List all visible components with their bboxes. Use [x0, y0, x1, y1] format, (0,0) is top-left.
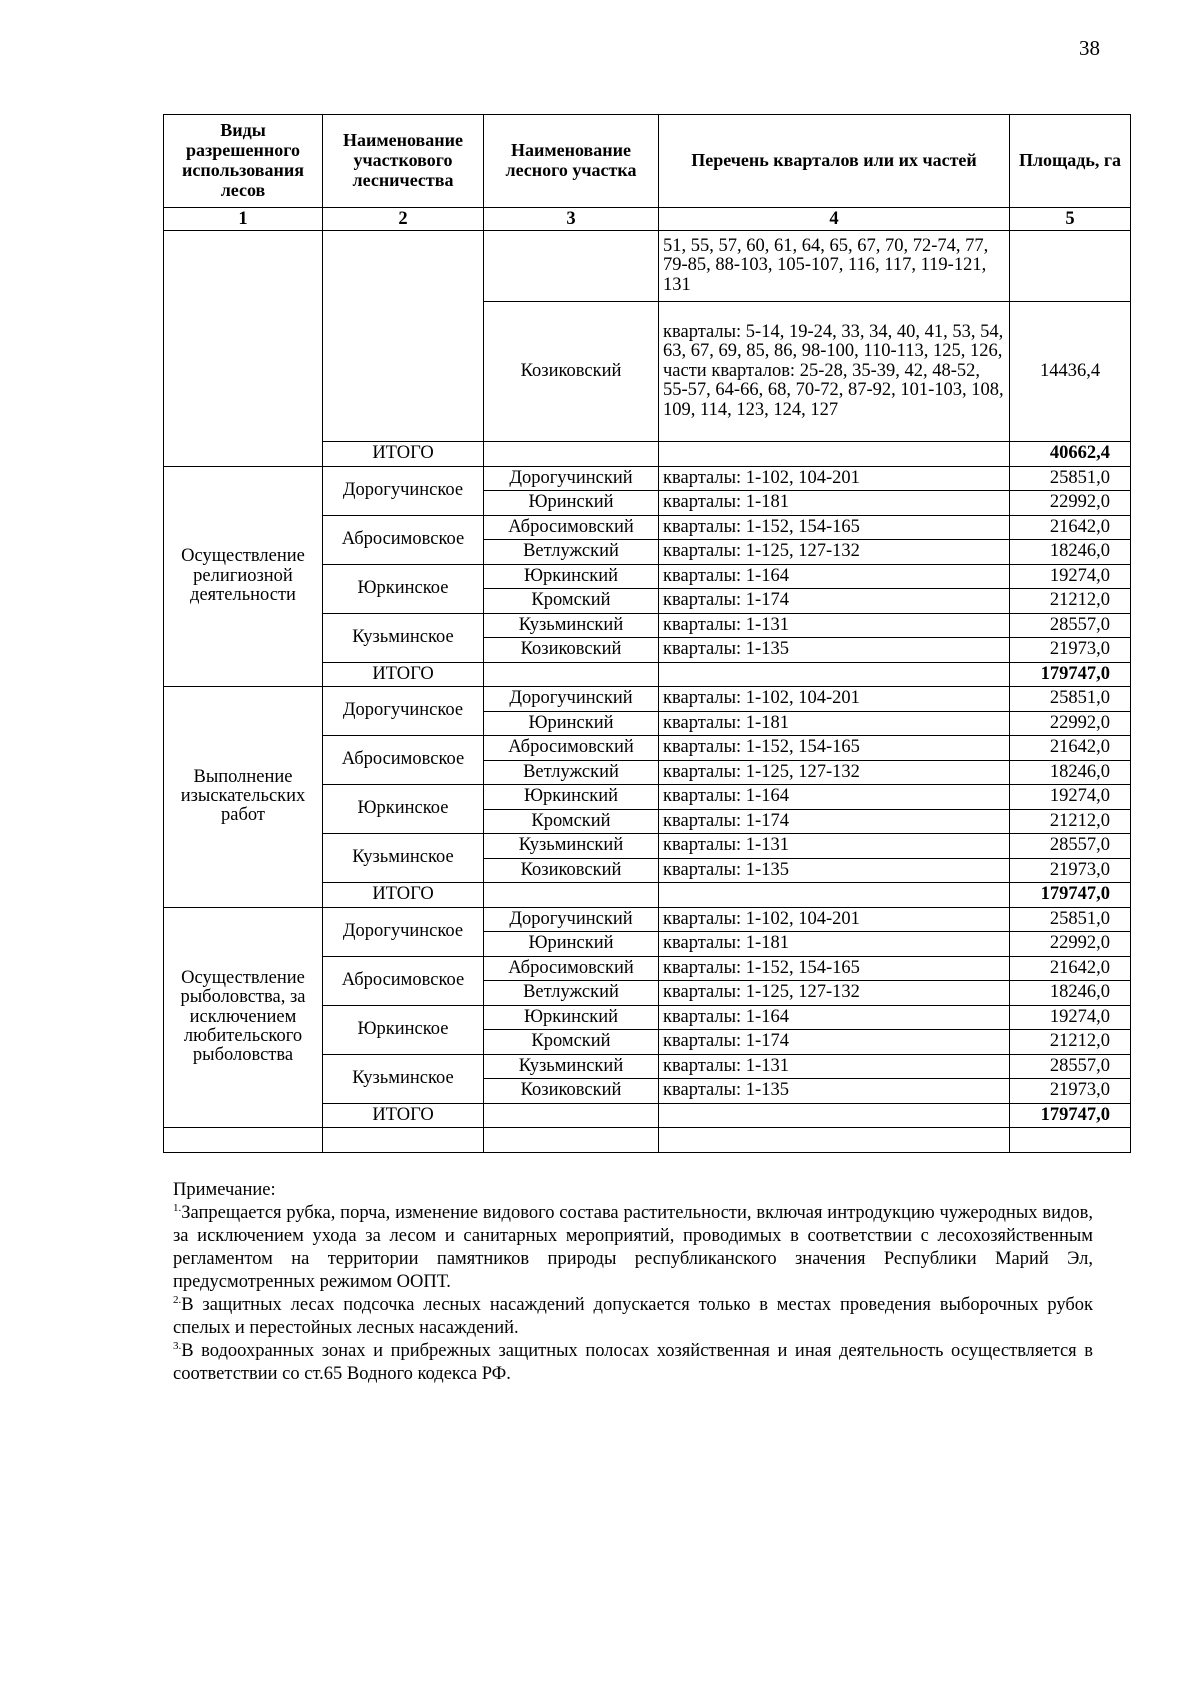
plot-cell: Козиковский	[484, 1079, 659, 1104]
plot-cell: Юркинский	[484, 1005, 659, 1030]
note-item	[173, 1202, 1093, 1294]
district-cell: Юркинское	[323, 564, 484, 613]
note-item	[173, 1340, 1093, 1386]
area-cell: 19274,0	[1010, 1005, 1131, 1030]
total-value: 179747,0	[1010, 883, 1131, 908]
plot-cell: Кузьминский	[484, 613, 659, 638]
notes	[173, 1179, 1093, 1386]
area-cell	[1010, 231, 1131, 302]
area-cell: 28557,0	[1010, 1054, 1131, 1079]
district-cell: Абросимовское	[323, 956, 484, 1005]
empty-cell	[659, 662, 1010, 687]
empty-row	[164, 1128, 1131, 1153]
plot-cell: Ветлужский	[484, 760, 659, 785]
district-cell: Юркинское	[323, 1005, 484, 1054]
table-row	[164, 466, 1131, 491]
quarters-cell: кварталы: 1-152, 154-165	[659, 956, 1010, 981]
area-cell: 21212,0	[1010, 589, 1131, 614]
area-cell: 21212,0	[1010, 809, 1131, 834]
area-cell: 21642,0	[1010, 736, 1131, 761]
district-cell: Абросимовское	[323, 515, 484, 564]
quarters-cell: кварталы: 1-152, 154-165	[659, 515, 1010, 540]
quarters-cell: кварталы: 1-135	[659, 858, 1010, 883]
empty-cell	[659, 442, 1010, 467]
plot-cell: Козиковский	[484, 638, 659, 663]
district-cell: Кузьминское	[323, 613, 484, 662]
area-cell: 14436,4	[1010, 302, 1131, 442]
district-cell: Дорогучинское	[323, 687, 484, 736]
empty-cell	[659, 1128, 1010, 1153]
header-cell: Наименование участкового лесничества	[323, 115, 484, 208]
use-type-cell: Осуществление рыболовства, за исключением любительского рыболовства	[164, 907, 323, 1128]
quarters-cell: кварталы: 1-181	[659, 711, 1010, 736]
quarters-cell: кварталы: 1-125, 127-132	[659, 981, 1010, 1006]
quarters-cell: кварталы: 1-135	[659, 638, 1010, 663]
table-row	[164, 687, 1131, 712]
note-mark: 2.	[173, 1293, 182, 1306]
page-number: 38	[1079, 36, 1100, 60]
total-label: ИТОГО	[323, 662, 484, 687]
plot-cell: Козиковский	[484, 858, 659, 883]
quarters-cell: кварталы: 1-164	[659, 1005, 1010, 1030]
area-cell: 25851,0	[1010, 466, 1131, 491]
area-cell: 18246,0	[1010, 540, 1131, 565]
plot-cell	[484, 231, 659, 302]
area-cell: 18246,0	[1010, 981, 1131, 1006]
quarters-cell: кварталы: 1-181	[659, 932, 1010, 957]
quarters-cell: кварталы: 1-131	[659, 1054, 1010, 1079]
header-cell: Перечень кварталов или их частей	[659, 115, 1010, 208]
quarters-cell: кварталы: 1-135	[659, 1079, 1010, 1104]
quarters-cell: кварталы: 1-174	[659, 589, 1010, 614]
quarters-cell: кварталы: 1-164	[659, 785, 1010, 810]
area-cell: 21973,0	[1010, 1079, 1131, 1104]
plot-cell: Юркинский	[484, 564, 659, 589]
note-mark: 3.	[173, 1339, 182, 1352]
column-number: 4	[659, 208, 1010, 231]
plot-cell: Козиковский	[484, 302, 659, 442]
plot-cell: Абросимовский	[484, 956, 659, 981]
empty-cell	[484, 1103, 659, 1128]
area-cell: 22992,0	[1010, 491, 1131, 516]
total-value: 179747,0	[1010, 1103, 1131, 1128]
quarters-cell: кварталы: 1-152, 154-165	[659, 736, 1010, 761]
note-text: В защитных лесах подсочка лесных насаждений допускается только в местах проведения выборочных рубок спелых и перестойных лесных насаждений.	[173, 1295, 1093, 1338]
quarters-cell: кварталы: 1-125, 127-132	[659, 760, 1010, 785]
plot-cell: Дорогучинский	[484, 466, 659, 491]
header-cell: Площадь, га	[1010, 115, 1131, 208]
area-cell: 22992,0	[1010, 711, 1131, 736]
plot-cell: Абросимовский	[484, 736, 659, 761]
district-cell	[323, 231, 484, 442]
note-item	[173, 1294, 1093, 1340]
column-number: 2	[323, 208, 484, 231]
plot-cell: Юркинский	[484, 785, 659, 810]
notes-title: Примечание:	[173, 1180, 276, 1200]
total-label: ИТОГО	[323, 1103, 484, 1128]
empty-cell	[484, 883, 659, 908]
use-type-cell: Осуществление религиозной деятельности	[164, 466, 323, 687]
note-text: Запрещается рубка, порча, изменение видового состава растительности, включая интродукцию чужеродных видов, за исключением ухода за лесом и санитарных мероприятий, проводимых в соответствии с лесохозяйственным регламентом на территории памятников природы республиканского значения Республики Марий Эл, предусмотренных режимом ООПТ.	[173, 1203, 1093, 1292]
column-number-row	[164, 208, 1131, 231]
plot-cell: Юринский	[484, 932, 659, 957]
plot-cell: Кромский	[484, 589, 659, 614]
district-cell: Юркинское	[323, 785, 484, 834]
forest-use-table	[163, 114, 1131, 1153]
district-cell: Абросимовское	[323, 736, 484, 785]
district-cell: Кузьминское	[323, 1054, 484, 1103]
column-number: 5	[1010, 208, 1131, 231]
quarters-cell: 51, 55, 57, 60, 61, 64, 65, 67, 70, 72-74, 77, 79-85, 88-103, 105-107, 116, 117, 119-121, 131	[659, 231, 1010, 302]
empty-cell	[484, 442, 659, 467]
area-cell: 25851,0	[1010, 687, 1131, 712]
table-header-row	[164, 115, 1131, 208]
total-value: 179747,0	[1010, 662, 1131, 687]
plot-cell: Дорогучинский	[484, 907, 659, 932]
plot-cell: Абросимовский	[484, 515, 659, 540]
plot-cell: Кромский	[484, 809, 659, 834]
area-cell: 21212,0	[1010, 1030, 1131, 1055]
district-cell: Кузьминское	[323, 834, 484, 883]
area-cell: 22992,0	[1010, 932, 1131, 957]
header-cell: Виды разрешенного использования лесов	[164, 115, 323, 208]
plot-cell: Юринский	[484, 711, 659, 736]
quarters-cell: кварталы: 1-102, 104-201	[659, 907, 1010, 932]
area-cell: 18246,0	[1010, 760, 1131, 785]
empty-cell	[659, 1103, 1010, 1128]
area-cell: 21973,0	[1010, 638, 1131, 663]
table-row	[164, 907, 1131, 932]
quarters-cell: кварталы: 1-102, 104-201	[659, 687, 1010, 712]
table-row	[164, 231, 1131, 302]
empty-cell	[164, 1128, 323, 1153]
area-cell: 21973,0	[1010, 858, 1131, 883]
empty-cell	[1010, 1128, 1131, 1153]
note-text: В водоохранных зонах и прибрежных защитных полосах хозяйственная и иная деятельность осуществляется в соответствии со ст.65 Водного кодекса РФ.	[173, 1341, 1093, 1384]
plot-cell: Ветлужский	[484, 540, 659, 565]
empty-cell	[484, 662, 659, 687]
total-value: 40662,4	[1010, 442, 1131, 467]
plot-cell: Ветлужский	[484, 981, 659, 1006]
empty-cell	[659, 883, 1010, 908]
quarters-cell: кварталы: 1-131	[659, 834, 1010, 859]
area-cell: 19274,0	[1010, 564, 1131, 589]
use-type-cell: Выполнение изыскательских работ	[164, 687, 323, 908]
empty-cell	[323, 1128, 484, 1153]
plot-cell: Кузьминский	[484, 834, 659, 859]
area-cell: 19274,0	[1010, 785, 1131, 810]
quarters-cell: кварталы: 1-125, 127-132	[659, 540, 1010, 565]
header-cell: Наименование лесного участка	[484, 115, 659, 208]
column-number: 1	[164, 208, 323, 231]
quarters-cell: кварталы: 1-164	[659, 564, 1010, 589]
total-label: ИТОГО	[323, 883, 484, 908]
quarters-cell: кварталы: 1-131	[659, 613, 1010, 638]
note-mark: 1.	[173, 1201, 182, 1214]
quarters-cell: кварталы: 1-181	[659, 491, 1010, 516]
plot-cell: Дорогучинский	[484, 687, 659, 712]
plot-cell: Кромский	[484, 1030, 659, 1055]
quarters-cell: кварталы: 1-174	[659, 1030, 1010, 1055]
quarters-cell: кварталы: 5-14, 19-24, 33, 34, 40, 41, 53, 54, 63, 67, 69, 85, 86, 98-100, 110-113, 125, 126, части кварталов: 25-28, 35-39, 42, 48-52, 55-57, 64-66, 68, 70-72, 87-92, 101-103, 108, 109, 114, 123, 124, 127	[659, 302, 1010, 442]
area-cell: 21642,0	[1010, 956, 1131, 981]
use-type-cell	[164, 231, 323, 467]
area-cell: 28557,0	[1010, 834, 1131, 859]
empty-cell	[484, 1128, 659, 1153]
area-cell: 21642,0	[1010, 515, 1131, 540]
district-cell: Дорогучинское	[323, 466, 484, 515]
area-cell: 25851,0	[1010, 907, 1131, 932]
quarters-cell: кварталы: 1-102, 104-201	[659, 466, 1010, 491]
column-number: 3	[484, 208, 659, 231]
quarters-cell: кварталы: 1-174	[659, 809, 1010, 834]
area-cell: 28557,0	[1010, 613, 1131, 638]
district-cell: Дорогучинское	[323, 907, 484, 956]
plot-cell: Кузьминский	[484, 1054, 659, 1079]
plot-cell: Юринский	[484, 491, 659, 516]
total-label: ИТОГО	[323, 442, 484, 467]
